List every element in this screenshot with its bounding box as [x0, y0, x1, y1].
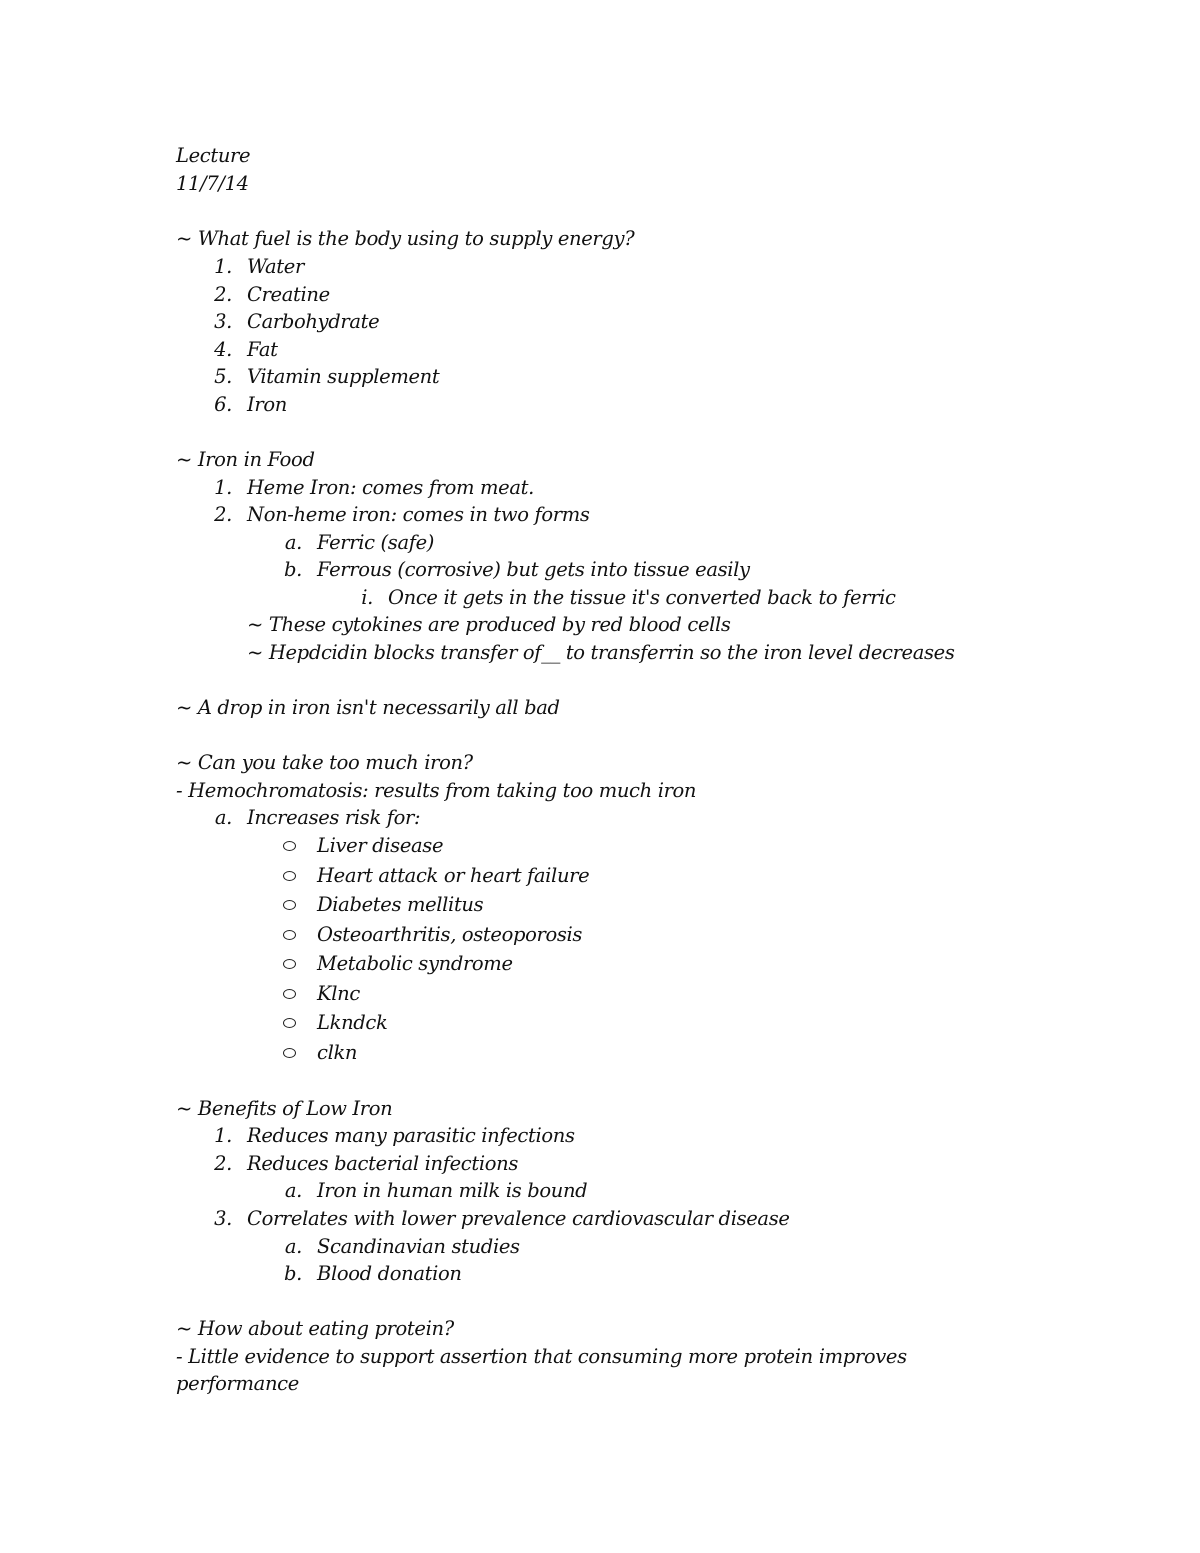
list-marker: 3.: [214, 1207, 232, 1230]
protein-heading: ~ How about eating protein?: [176, 1317, 454, 1340]
list-marker: a.: [284, 1235, 302, 1258]
bullet-icon: [283, 1048, 296, 1058]
list-marker: 2.: [214, 283, 232, 306]
list-item: Vitamin supplement: [247, 365, 440, 388]
list-item: Carbohydrate: [247, 310, 380, 333]
list-item: Heme Iron: comes from meat.: [247, 476, 534, 499]
list-marker: a.: [284, 1179, 302, 1202]
list-marker: 5.: [214, 365, 232, 388]
list-marker: 1.: [214, 476, 232, 499]
list-item: Blood donation: [317, 1262, 462, 1285]
list-marker: 1.: [214, 255, 232, 278]
list-item: Iron in human milk is bound: [317, 1179, 588, 1202]
list-item: Correlates with lower prevalence cardiovascular disease: [247, 1207, 790, 1230]
bullet-icon: [283, 871, 296, 881]
bullet-icon: [283, 989, 296, 999]
bullet-icon: [283, 959, 296, 969]
list-item: Liver disease: [317, 834, 444, 857]
list-item: Non-heme iron: comes in two forms: [247, 503, 590, 526]
list-item: Fat: [247, 338, 278, 361]
list-item: Osteoarthritis, osteoporosis: [317, 923, 583, 946]
bullet-icon: [283, 1018, 296, 1028]
list-item: Creatine: [247, 283, 330, 306]
list-item: Metabolic syndrome: [317, 952, 513, 975]
list-marker: a.: [214, 806, 232, 829]
list-item: Once it gets in the tissue it's converted back to ferric: [388, 586, 896, 609]
list-item: Ferric (safe): [317, 531, 435, 554]
list-item: clkn: [317, 1041, 358, 1064]
list-item: Iron: [247, 393, 287, 416]
drop-note: ~ A drop in iron isn't necessarily all bad: [176, 696, 560, 719]
list-item: Scandinavian studies: [317, 1235, 520, 1258]
too-much-heading: ~ Can you take too much iron?: [176, 751, 473, 774]
list-marker: 6.: [214, 393, 232, 416]
bullet-icon: [283, 841, 296, 851]
definition-line: - Hemochromatosis: results from taking too much iron: [176, 779, 697, 802]
list-item: Klnc: [317, 982, 360, 1005]
list-marker: 1.: [214, 1124, 232, 1147]
list-marker: 2.: [214, 1152, 232, 1175]
list-item: Reduces many parasitic infections: [247, 1124, 575, 1147]
list-item: Water: [247, 255, 304, 278]
list-marker: 3.: [214, 310, 232, 333]
list-item: Increases risk for:: [247, 806, 421, 829]
lecture-date: 11/7/14: [176, 172, 249, 195]
list-item: Heart attack or heart failure: [317, 864, 590, 887]
note-line: ~ These cytokines are produced by red blood cells: [247, 613, 731, 636]
list-marker: 2.: [214, 503, 232, 526]
protein-line: - Little evidence to support assertion that consuming more protein improves: [176, 1345, 907, 1368]
list-item: Reduces bacterial infections: [247, 1152, 519, 1175]
bullet-icon: [283, 930, 296, 940]
iron-food-heading: ~ Iron in Food: [176, 448, 315, 471]
list-marker: 4.: [214, 338, 232, 361]
list-marker: b.: [284, 1262, 302, 1285]
lecture-title: Lecture: [176, 144, 251, 167]
protein-line: performance: [176, 1372, 299, 1395]
list-marker: a.: [284, 531, 302, 554]
list-item: Ferrous (corrosive) but gets into tissue easily: [317, 558, 750, 581]
benefits-heading: ~ Benefits of Low Iron: [176, 1097, 393, 1120]
list-item: Diabetes mellitus: [317, 893, 484, 916]
fuel-heading: ~ What fuel is the body using to supply energy?: [176, 227, 635, 250]
note-line: ~ Hepdcidin blocks transfer of__ to transferrin so the iron level decreases: [247, 641, 955, 664]
list-item: Lkndck: [317, 1011, 388, 1034]
list-marker: i.: [361, 586, 373, 609]
list-marker: b.: [284, 558, 302, 581]
bullet-icon: [283, 900, 296, 910]
